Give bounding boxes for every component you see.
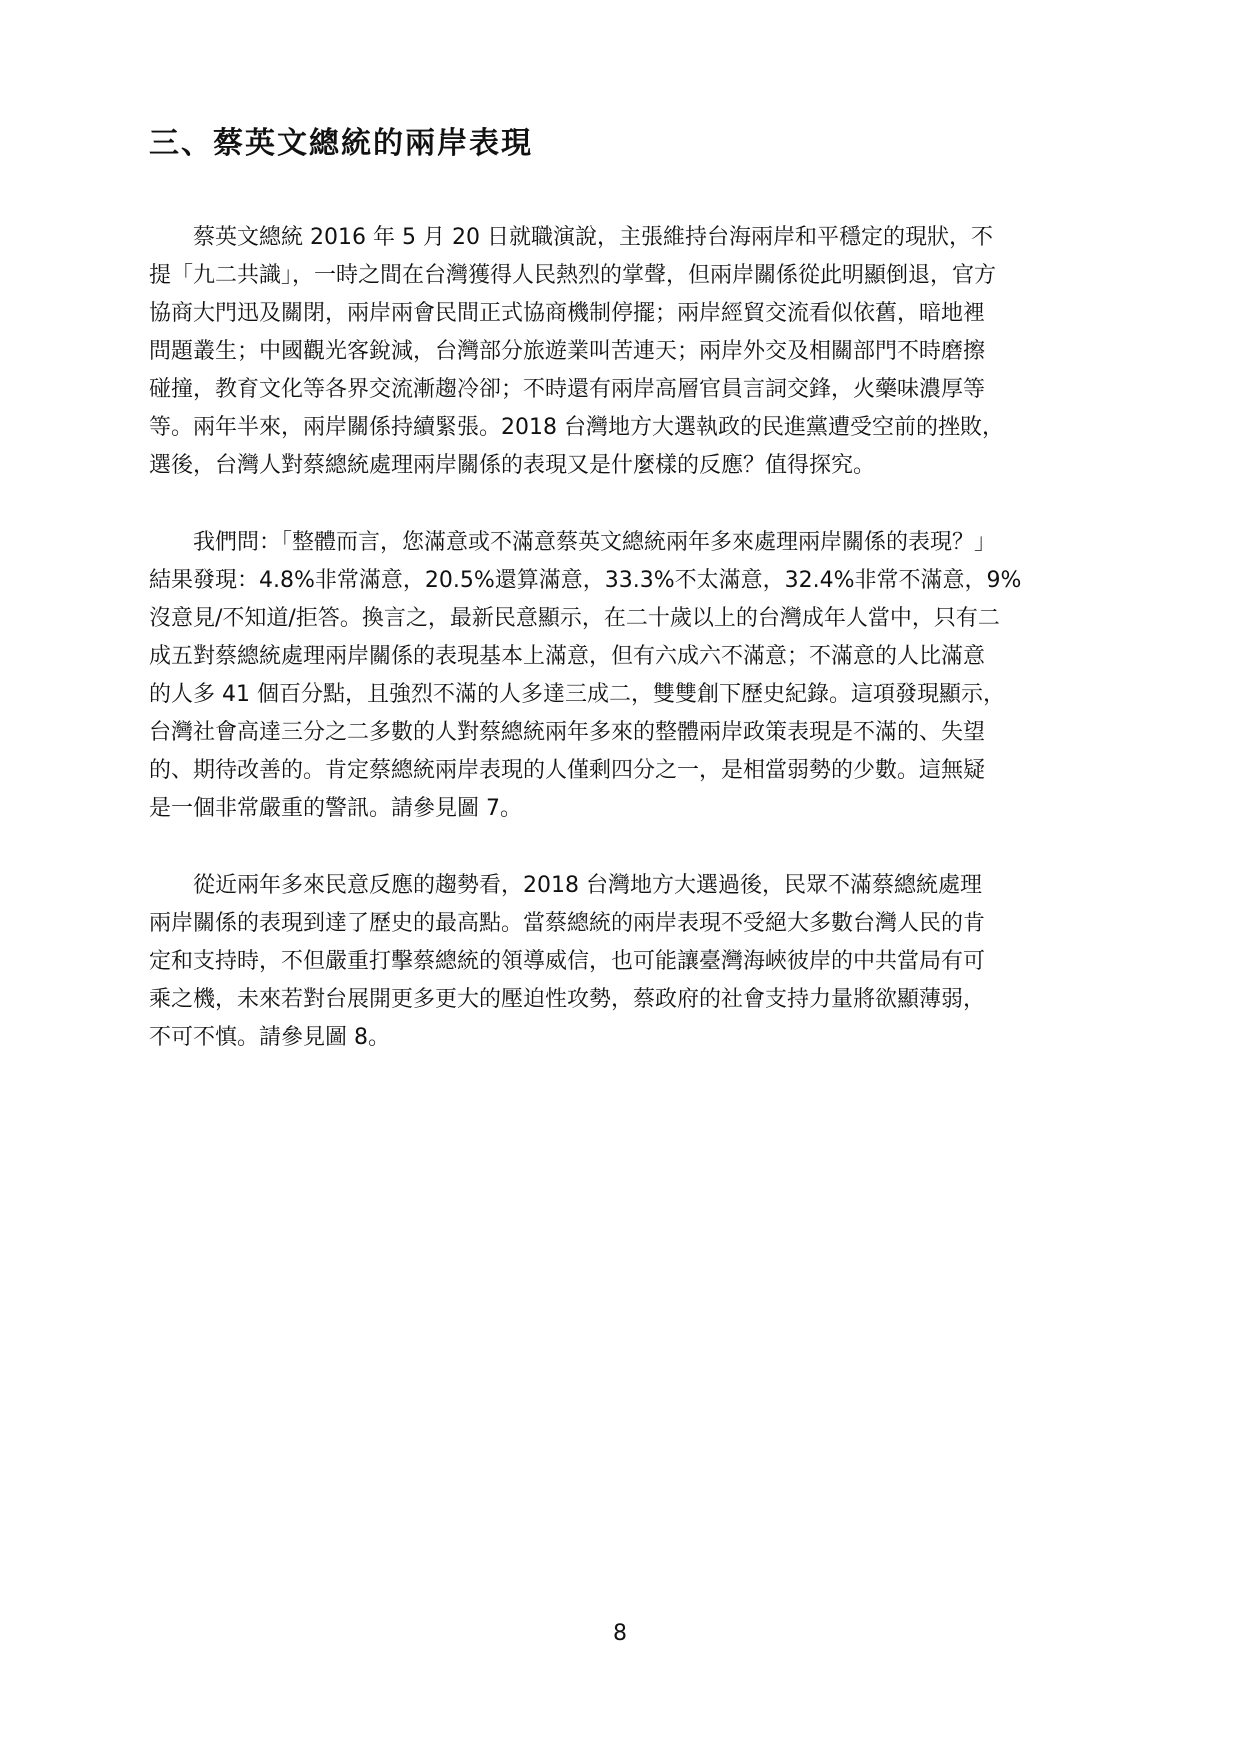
paragraph-3: 從近兩年多來民意反應的趨勢看，2018 台灣地方大選過後，民眾不滿蔡總統處理 兩岸關係的表現到達了歷史的最高點。當蔡總統的兩岸表現不受絕大多數台灣人民的肯 定和支持時，不但嚴重打擊蔡總統的領導威信，也可能讓臺灣海峽彼岸的中共當局有可 乘之機，未來若對台展開更多更大的壓迫性攻勢，蔡政府的社會支持力量將欲顯薄弱， 不可不慎。請參見圖 8。: [149, 873, 986, 1050]
paragraph-1: 蔡英文總統 2016 年 5 月 20 日就職演說，主張維持台海兩岸和平穩定的現狀，不 提「九二共識」，一時之間在台灣獲得人民熱烈的掌聲，但兩岸關係從此明顯倒退，官方 協商大門迅及關閉，兩岸兩會民間正式協商機制停擺；兩岸經貿交流看似依舊，暗地裡 問題叢生；中國觀光客銳減，台灣部分旅遊業叫苦連天；兩岸外交及相關部門不時磨擦 碰撞，教育文化等各界交流漸趨冷卻；不時還有兩岸高層官員言詞交鋒，火藥味濃厚等 等。兩年半來，兩岸關係持續緊張。2018 台灣地方大選執政的民進黨遭受空前的挫敗， 選後，台灣人對蔡總統處理兩岸關係的表現又是什麼樣的反應？值得探究。: [149, 225, 1004, 478]
section-heading: 三、蔡英文總統的兩岸表現: [149, 126, 533, 161]
paragraph-2: 我們問：「整體而言，您滿意或不滿意蔡英文總統兩年多來處理兩岸關係的表現？」 結果發現：4.8%非常滿意，20.5%還算滿意，33.3%不太滿意，32.4%非常不滿意，9% 沒意見/不知道/拒答。換言之，最新民意顯示，在二十歲以上的台灣成年人當中，只有二 成五對蔡總統處理兩岸關係的表現基本上滿意，但有六成六不滿意；不滿意的人比滿意 的人多 41 個百分點，且強烈不滿的人多達三成二，雙雙創下歷史紀錄。這項發現顯示， 台灣社會高達三分之二多數的人對蔡總統兩年多來的整體兩岸政策表現是不滿的、失望 的、期待改善的。肯定蔡總統兩岸表現的人僅剩四分之一，是相當弱勢的少數。這無疑 是一個非常嚴重的警訊。請參見圖 7。: [149, 530, 1022, 821]
body-text: [149, 219, 1091, 1096]
page-number: 8: [613, 1621, 627, 1646]
